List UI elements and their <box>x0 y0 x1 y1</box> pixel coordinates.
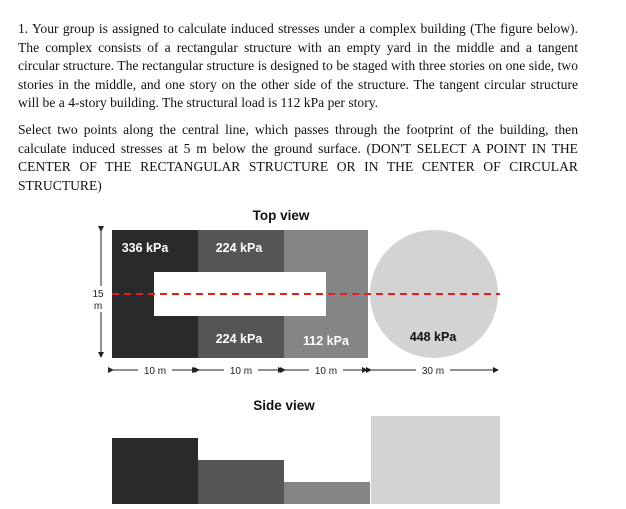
empty-yard <box>154 272 326 316</box>
side-three-story-block <box>112 438 198 504</box>
dimension-label-seg1: 10 m <box>143 366 167 377</box>
load-label-three-story: 336 kPa <box>121 241 169 255</box>
side-view-title: Side view <box>253 398 315 413</box>
dimension-label-circle: 30 m <box>421 366 445 377</box>
question-paragraph-1: 1. Your group is assigned to calculate induced stresses under a complex building (The figure below). The complex consists of a rectangular structure with an empty yard in the middle and a tangent circular structure. The rectangular structure is designed to be staged with three stories on one side, two stories in the middle, and one story on the other side of the structure. The tangent circular structure will be a 4-story building. The structural load is 112 kPa per story. <box>18 21 578 110</box>
load-label-two-story-top: 224 kPa <box>215 241 263 255</box>
load-label-one-story: 112 kPa <box>303 334 349 348</box>
height-dimension-unit: m <box>93 301 103 312</box>
question-paragraph-2: Select two points along the central line, which passes through the footprint of the building, then calculate induced stresses at 5 m below the ground surface. (DON'T SELECT A POINT IN THE CENTER OF THE RECTANGULAR STRUCTURE OR IN THE CENTER OF CIRCULAR STRUCTURE) <box>18 122 578 193</box>
top-view-title: Top view <box>252 208 310 223</box>
height-dimension-value: 15 <box>92 289 104 300</box>
load-label-two-story-bottom: 224 kPa <box>215 332 263 346</box>
side-four-story-block <box>371 416 500 504</box>
load-label-circle: 448 kPa <box>409 330 457 344</box>
side-two-story-block <box>198 460 284 504</box>
side-one-story-block <box>284 482 370 504</box>
dimension-label-seg2: 10 m <box>229 366 253 377</box>
dimension-label-seg3: 10 m <box>314 366 338 377</box>
